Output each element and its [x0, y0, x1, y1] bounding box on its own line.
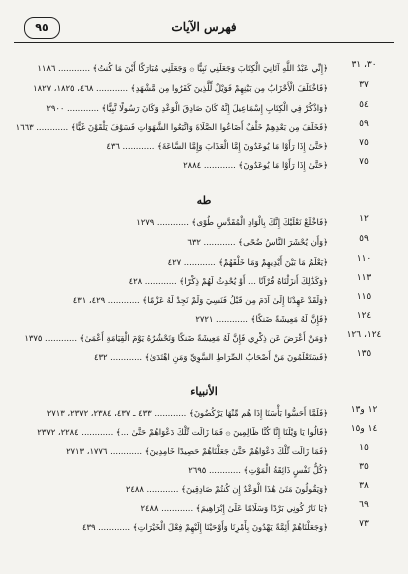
page-title: فهرس الآيات: [171, 20, 237, 34]
verse-ref: ١٢٤: [356, 311, 372, 321]
verse-ref: ١١٣: [356, 273, 372, 283]
verse-text: ﴿وَكَذَٰلِكَ أَنزَلْنَاهُ قُرْآنًا ... أَوْ يُحْدِثُ لَهُمْ ذِكْرًا﴾ ............ ٤٢٨: [128, 276, 328, 286]
index-row: [0, 214, 408, 230]
index-row: [0, 60, 408, 76]
verse-text: ﴿فَاخْلَعْ نَعْلَيْكَ إِنَّكَ بِالْوَادِ الْمُقَدَّسِ طُوًى﴾ ............ ١٢٧٩: [136, 217, 328, 227]
verse-ref: ٥٤: [359, 100, 369, 110]
verse-text: ﴿فَخَلَفَ مِن بَعْدِهِمْ خَلْفٌ أَضَاعُوا الصَّلَاةَ وَاتَّبَعُوا الشَّهَوَاتِ فَسَوْفَ يَلْقَوْنَ غَيًّا﴾ ............ ١٦٦٣: [15, 122, 328, 132]
verse-text: ﴿يَعْلَمُ مَا بَيْنَ أَيْدِيهِمْ وَمَا خَلْفَهُمْ﴾ ............ ٤٢٧: [167, 257, 328, 267]
section-title: الأنبياء: [190, 385, 218, 398]
verse-ref: ١٣٥: [356, 349, 372, 359]
section-title: طه: [196, 194, 212, 207]
verse-text: ﴿حَتَّىٰ إِذَا رَأَوْا مَا يُوعَدُونَ إِمَّا الْعَذَابَ وَإِمَّا السَّاعَةَ﴾ ............ ٤٣٦: [106, 141, 328, 151]
index-row: [0, 481, 408, 497]
verse-ref: ٧٥: [359, 157, 369, 167]
page-number: ٩٥: [24, 17, 60, 39]
verse-text: ﴿فَإِنَّ لَهُ مَعِيشَةً ضَنكًا﴾ ............ ٢٧٢١: [195, 314, 328, 324]
page-header: [14, 17, 394, 43]
verse-text: ﴿يَا نَارُ كُونِي بَرْدًا وَسَلَامًا عَلَىٰ إِبْرَاهِيمَ﴾ ............ ٢٤٨٨: [140, 503, 328, 513]
verse-ref: ١٢٤، ١٢٦: [346, 330, 382, 340]
verse-text: ﴿قَالُوا يَا وَيْلَنَا إِنَّا كُنَّا ظَالِمِينَ ۞ فَمَا زَالَت تِّلْكَ دَعْوَاهُمْ حَتَّىٰ ...﴾ ............ ٢٢٨٤، ٢٣٧٢: [37, 427, 328, 437]
index-row: [0, 119, 408, 135]
verse-text: ﴿وَأَن يُحْشَرَ النَّاسُ ضُحًى﴾ ............ ٦٣٢: [187, 237, 328, 247]
verse-ref: ١٤ و١٥: [350, 424, 378, 434]
verse-text: ﴿كُلُّ نَفْسٍ ذَائِقَةُ الْمَوْتِ﴾ ............ ٢٦٩٥: [188, 465, 328, 475]
header-divider: [14, 42, 394, 43]
verse-text: ﴿فَلَمَّا أَحَسُّوا بَأْسَنَا إِذَا هُم مِّنْهَا يَرْكُضُونَ﴾ ............ ٤٣٣ ـ ٤٣٧، ٢٣٨٤، ٢٣٧٢، ٢٧١٣: [46, 408, 328, 418]
index-row: [0, 234, 408, 250]
verse-text: ﴿وَمَنْ أَعْرَضَ عَن ذِكْرِي فَإِنَّ لَهُ مَعِيشَةً ضَنكًا وَنَحْشُرُهُ يَوْمَ الْقِيَامَةِ أَعْمَىٰ﴾ ............ ١٣٧٥: [24, 333, 328, 343]
verse-text: ﴿إِنِّي عَبْدُ اللَّهِ آتَانِيَ الْكِتَابَ وَجَعَلَنِي نَبِيًّا ۞ وَجَعَلَنِي مُبَارَكًا أَيْنَ مَا كُنتُ﴾ ............ ١١٨٦: [37, 63, 328, 73]
index-row: [0, 443, 408, 459]
verse-ref: ٣٥: [359, 462, 369, 472]
verse-ref: ١٢: [359, 214, 369, 224]
verse-ref: ٣٠، ٣١: [351, 60, 377, 70]
index-row: [0, 349, 408, 365]
index-row: [0, 311, 408, 327]
verse-text: ﴿فَاخْتَلَفَ الْأَحْزَابُ مِن بَيْنِهِمْ فَوَيْلٌ لِّلَّذِينَ كَفَرُوا مِن مَّشْهَدِ﴾ ............ ٤٦٨، ١٨٢٥، ١٨٢٧: [33, 83, 328, 93]
index-row: [0, 424, 408, 440]
index-row: [0, 292, 408, 308]
verse-text: ﴿فَمَا زَالَت تِّلْكَ دَعْوَاهُمْ حَتَّىٰ جَعَلْنَاهُمْ حَصِيدًا خَامِدِينَ﴾ ............ ١٧٧٦، ٢٧١٣: [66, 446, 328, 456]
verse-ref: ٥٩: [359, 234, 369, 244]
verse-ref: ٣٨: [359, 481, 369, 491]
verse-text: ﴿وَيَقُولُونَ مَتَىٰ هَٰذَا الْوَعْدُ إِن كُنتُمْ صَادِقِينَ﴾ ............ ٢٤٨٨: [125, 484, 328, 494]
index-row: [0, 254, 408, 270]
index-row: [0, 138, 408, 154]
verse-text: ﴿وَلَقَدْ عَهِدْنَا إِلَىٰ آدَمَ مِن قَبْلُ فَنَسِيَ وَلَمْ نَجِدْ لَهُ عَزْمًا﴾ ............ ٤٢٩، ٤٣١: [72, 295, 328, 305]
index-row: [0, 519, 408, 535]
verse-ref: ٦٩: [359, 500, 369, 510]
verse-ref: ١٥: [359, 443, 369, 453]
index-row: [0, 273, 408, 289]
index-row: [0, 500, 408, 516]
verse-ref: ١٢ و١٣: [350, 405, 378, 415]
verse-text: ﴿وَاذْكُرْ فِي الْكِتَابِ إِسْمَاعِيلَ إِنَّهُ كَانَ صَادِقَ الْوَعْدِ وَكَانَ رَسُولًا نَّبِيًّا﴾ ............ ٢٩٠٠: [46, 103, 328, 113]
verse-ref: ٧٥: [359, 138, 369, 148]
verse-ref: ٧٣: [359, 519, 369, 529]
verse-ref: ٣٧: [359, 80, 369, 90]
index-row: [0, 330, 408, 346]
index-row: [0, 80, 408, 96]
verse-text: ﴿فَسَتَعْلَمُونَ مَنْ أَصْحَابُ الصِّرَاطِ السَّوِيِّ وَمَنِ اهْتَدَىٰ﴾ ............ ٤٣٢: [93, 352, 328, 362]
index-row: [0, 462, 408, 478]
verse-ref: ١١٥: [356, 292, 372, 302]
index-row: [0, 157, 408, 173]
index-row: [0, 405, 408, 421]
verse-text: ﴿وَجَعَلْنَاهُمْ أَئِمَّةً يَهْدُونَ بِأَمْرِنَا وَأَوْحَيْنَا إِلَيْهِمْ فِعْلَ الْخَيْرَاتِ﴾ ............ ٤٣٩: [81, 522, 328, 532]
verse-text: ﴿حَتَّىٰ إِذَا رَأَوْا مَا يُوعَدُونَ﴾ ............ ٢٨٨٤: [183, 160, 328, 170]
verse-ref: ١١٠: [356, 254, 372, 264]
verse-ref: ٥٩: [359, 119, 369, 129]
index-row: [0, 100, 408, 116]
